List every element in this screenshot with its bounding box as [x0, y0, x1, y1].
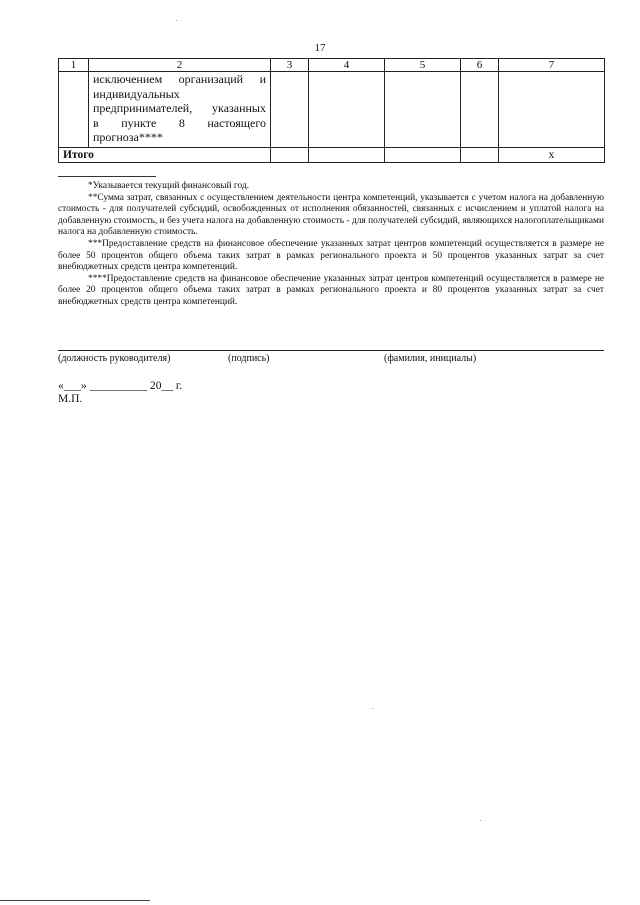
- header-cell: 2: [89, 59, 271, 72]
- date-line: «___» __________ 20__ г.: [58, 380, 183, 392]
- footnote: **Сумма затрат, связанных с осуществлением деятельности центра компетенций, указывается с учетом налога на добавленную стоимость - для получателей субсидий, освобожденных от исполнения обязанностей, связанных с исчислением и уплатой налога на добавленную стоимость, и без учета налога на добавленную стоимость - для получателей субсидий, являющихся налогоплательщиками налога на добавленную стоимость.: [58, 192, 604, 238]
- page-number: 17: [314, 42, 326, 54]
- header-cell: 6: [461, 59, 499, 72]
- footnote: ***Предоставление средств на финансовое обеспечение указанных затрат центров компетенций осуществляется в размере не более 50 процентов общего объема таких затрат в рамках регионального проекта и 50 процентов указанных затрат за счет внебюджетных средств центра компетенций.: [58, 238, 604, 273]
- footnote: *Указывается текущий финансовый год.: [88, 181, 250, 191]
- table-cell: [461, 148, 499, 163]
- table-row: [59, 72, 605, 148]
- scan-speck: [480, 820, 481, 821]
- header-cell: 4: [309, 59, 385, 72]
- total-row: [59, 148, 605, 163]
- table-cell: [461, 72, 499, 148]
- position-label: (должность руководителя): [58, 353, 171, 364]
- table-cell: [385, 72, 461, 148]
- table-cell: [499, 72, 605, 148]
- table-cell: [309, 148, 385, 163]
- total-label: Итого: [59, 148, 271, 163]
- stamp-label: М.П.: [58, 393, 83, 405]
- footnote: ****Предоставление средств на финансовое обеспечение указанных затрат центров компетенций осуществляется в размере не более 20 процентов общего объема таких затрат в рамках регионального проекта и 80 процентов указанных затрат за счет внебюджетных средств центра компетенций.: [58, 273, 604, 307]
- signature-line: [58, 350, 604, 351]
- table-header-row: [59, 59, 605, 72]
- row-text-line: в пункте 8 настоящего: [93, 115, 266, 130]
- signature-label: (подпись): [228, 353, 270, 364]
- table-cell: [59, 72, 89, 148]
- row-text-line: индивидуальных: [93, 86, 180, 101]
- header-cell: 5: [385, 59, 461, 72]
- footnotes: [58, 181, 604, 309]
- scan-speck: [372, 708, 373, 709]
- scan-edge-line: [0, 900, 150, 901]
- scan-speck: [176, 20, 177, 21]
- table-cell: [271, 72, 309, 148]
- header-cell: 7: [499, 59, 605, 72]
- row-text-line: прогноза****: [93, 130, 163, 144]
- table-cell: [309, 72, 385, 148]
- row-text-line: исключением организаций и: [93, 72, 266, 86]
- header-cell: 3: [271, 59, 309, 72]
- row-text-line: предпринимателей, указанных: [93, 101, 266, 115]
- row-description: [89, 72, 271, 148]
- forecast-table: [58, 58, 605, 163]
- header-cell: 1: [59, 59, 89, 72]
- footnote-divider: [58, 176, 156, 177]
- name-label: (фамилия, инициалы): [384, 353, 477, 364]
- table-cell: [385, 148, 461, 163]
- table-cell: [271, 148, 309, 163]
- total-mark: x: [499, 148, 605, 163]
